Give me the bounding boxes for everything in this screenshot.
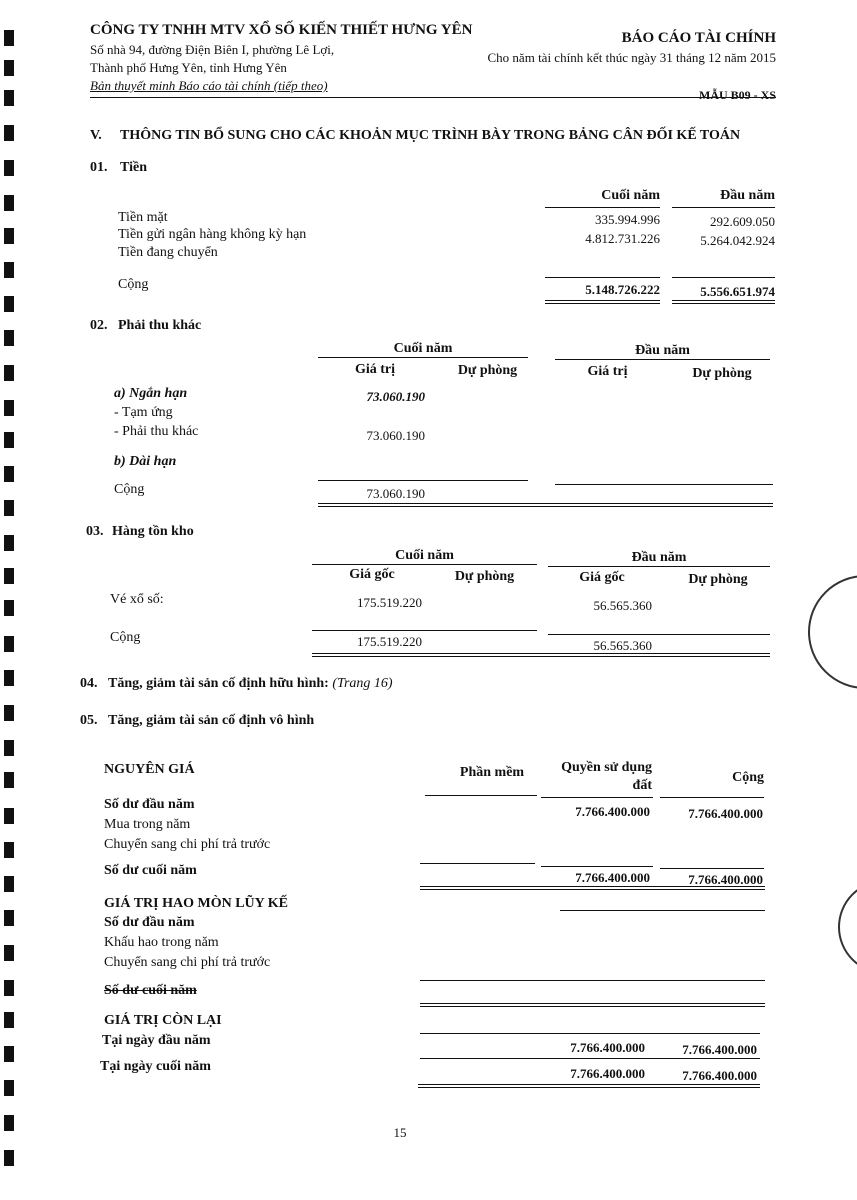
header-divider (90, 97, 776, 98)
s05-col-software-line (425, 795, 537, 796)
s03-col-provision-begin: Dự phòng (688, 572, 748, 587)
s05-col-land: Quyền sử dụng (561, 760, 652, 775)
s04-title: Tăng, giảm tài sản cố định hữu hình: (108, 676, 329, 691)
document-subtitle: Bản thuyết minh Báo cáo tài chính (tiếp theo) (90, 78, 328, 93)
s05-cost-open: Số dư đầu năm (104, 797, 195, 812)
s02-total-double-underline (318, 503, 773, 507)
s02-long-term: b) Dài hạn (114, 454, 177, 469)
s03-row-label: Vé xổ số: (110, 592, 164, 607)
s02-number: 02. (90, 318, 108, 333)
s05-dep-heading: GIÁ TRỊ HAO MÒN LŨY KẾ (104, 896, 288, 911)
s01-row-cash-end: 335.994.996 (595, 212, 660, 227)
report-period: Cho năm tài chính kết thúc ngày 31 tháng 12 năm 2015 (487, 50, 776, 65)
s05-cost-close-topline-3 (660, 868, 764, 869)
s03-group-end-line (312, 564, 537, 565)
s02-col-provision-end: Dự phòng (457, 363, 518, 378)
s05-dep-transfer: Chuyển sang chi phí trả trước (104, 955, 271, 970)
s02-col-value-end: Giá trị (354, 362, 396, 377)
s01-col-end-underline (545, 207, 660, 208)
s05-col-software: Phần mềm (459, 765, 525, 780)
s05-cost-transfer: Chuyển sang chi phí trả trước (104, 837, 271, 852)
s05-nbv-close: Tại ngày cuối năm (100, 1059, 211, 1074)
s05-nbv-open-underline (420, 1058, 760, 1059)
s02-short-term: a) Ngắn hạn (114, 386, 188, 401)
s01-row-bank: Tiền gửi ngân hàng không kỳ hạn (118, 227, 307, 242)
s03-col-provision-end: Dự phòng (454, 569, 515, 584)
s01-total-double-underline-end (545, 300, 660, 304)
s05-nbv-topline (420, 1033, 760, 1034)
s02-col-provision-begin: Dự phòng (692, 366, 752, 381)
section-number: V. (90, 128, 102, 143)
s05-col-land-2: đất (632, 778, 652, 793)
company-name: CÔNG TY TNHH MTV XỔ SỐ KIẾN THIẾT HƯNG YÊN (90, 22, 473, 38)
s01-total-topline-end (545, 277, 660, 278)
s03-number: 03. (86, 524, 104, 539)
s05-col-total: Cộng (732, 770, 764, 785)
s03-total-topline-end (312, 630, 537, 631)
s05-cost-heading: NGUYÊN GIÁ (104, 762, 195, 777)
report-title: BÁO CÁO TÀI CHÍNH (621, 30, 776, 46)
s03-total-begin: 56.565.360 (593, 638, 652, 653)
form-code: MẪU B09 - XS (699, 88, 776, 102)
s05-nbv-open-total: 7.766.400.000 (682, 1042, 757, 1057)
s03-total-label: Cộng (110, 630, 141, 645)
s01-row-transit: Tiền đang chuyển (118, 245, 218, 260)
s02-other: - Phải thu khác (114, 424, 199, 439)
s04-number: 04. (80, 676, 98, 691)
s01-total-label: Cộng (118, 277, 149, 292)
s02-group-begin-line (555, 359, 770, 360)
s03-col-cost-begin: Giá gốc (579, 570, 625, 585)
s01-row-bank-end: 4.812.731.226 (585, 231, 660, 246)
s05-nbv-close-total: 7.766.400.000 (682, 1068, 757, 1083)
s05-cost-open-total: 7.766.400.000 (688, 806, 763, 821)
s03-total-double-underline (312, 653, 770, 657)
s02-group-end-line (318, 357, 528, 358)
s01-total-double-underline-begin (672, 300, 775, 304)
s05-dep-year: Khấu hao trong năm (104, 935, 219, 950)
s05-dep-close-double-underline (420, 1003, 765, 1007)
s02-short-term-value: 73.060.190 (366, 389, 425, 404)
s05-nbv-open: Tại ngày đầu năm (102, 1033, 211, 1048)
s01-col-begin-underline (672, 207, 775, 208)
s05-dep-heading-line (560, 910, 765, 911)
s04-ref: (Trang 16) (332, 676, 393, 691)
s02-col-value-begin: Giá trị (587, 364, 628, 379)
company-seal-stamp (808, 575, 857, 689)
s05-nbv-close-double-underline (418, 1084, 760, 1088)
s01-total-topline-begin (672, 277, 775, 278)
s05-cost-open-land: 7.766.400.000 (575, 804, 650, 819)
s05-nbv-heading: GIÁ TRỊ CÒN LẠI (104, 1013, 222, 1028)
s05-col-land-line (541, 797, 653, 798)
s01-title: Tiền (120, 160, 147, 175)
s01-row-cash: Tiền mặt (118, 210, 168, 225)
s03-title: Hàng tồn kho (112, 524, 194, 539)
binder-holes (4, 0, 18, 1200)
s05-cost-close-land: 7.766.400.000 (575, 870, 650, 885)
s05-cost-buy: Mua trong năm (104, 817, 191, 832)
section-title: THÔNG TIN BỔ SUNG CHO CÁC KHOẢN MỤC TRÌNH BÀY TRONG BẢNG CÂN ĐỐI KẾ TOÁN (120, 128, 741, 143)
s03-row-end: 175.519.220 (357, 595, 422, 610)
s05-cost-close: Số dư cuối năm (104, 863, 197, 878)
s02-total-value: 73.060.190 (366, 486, 425, 501)
s02-total-topline-begin (555, 484, 773, 485)
s05-dep-open: Số dư đầu năm (104, 915, 195, 930)
s05-col-total-line (660, 797, 764, 798)
s01-row-bank-begin: 5.264.042.924 (700, 233, 775, 248)
s05-nbv-open-land: 7.766.400.000 (570, 1040, 645, 1055)
s03-total-topline-begin (548, 634, 770, 635)
company-seal-stamp-2 (838, 880, 857, 974)
s02-total-topline-end (318, 480, 528, 481)
s05-title: Tăng, giảm tài sản cố định vô hình (108, 713, 315, 728)
s03-group-end: Cuối năm (395, 548, 454, 563)
s05-cost-close-topline-1 (420, 863, 535, 864)
s02-other-value: 73.060.190 (366, 428, 425, 443)
s05-dep-close-topline (420, 980, 765, 981)
s01-row-cash-begin: 292.609.050 (710, 214, 775, 229)
s05-dep-close: Số dư cuối năm (104, 983, 197, 998)
s05-number: 05. (80, 713, 98, 728)
s01-total-end: 5.148.726.222 (585, 282, 660, 297)
company-address-line1: Số nhà 94, đường Điện Biên I, phường Lê Lợi, (90, 42, 335, 57)
page-number: 15 (393, 1125, 407, 1140)
s02-group-begin: Đầu năm (635, 343, 690, 358)
s01-number: 01. (90, 160, 108, 175)
s02-group-end: Cuối năm (393, 341, 453, 356)
s03-col-cost-end: Giá gốc (349, 567, 395, 582)
s01-total-begin: 5.556.651.974 (700, 284, 775, 299)
s05-cost-close-topline-2 (541, 866, 653, 867)
s02-title: Phải thu khác (118, 318, 202, 333)
s03-group-begin-line (548, 566, 770, 567)
s03-total-end: 175.519.220 (357, 634, 422, 649)
s03-group-begin: Đầu năm (631, 550, 687, 565)
s01-col-end: Cuối năm (601, 188, 660, 203)
s02-advance: - Tạm ứng (114, 405, 173, 420)
s05-nbv-close-land: 7.766.400.000 (570, 1066, 645, 1081)
company-address-line2: Thành phố Hưng Yên, tỉnh Hưng Yên (90, 60, 287, 75)
s01-col-begin: Đầu năm (720, 188, 775, 203)
s03-row-begin: 56.565.360 (593, 598, 652, 613)
s05-cost-close-total: 7.766.400.000 (688, 872, 763, 887)
s02-total-label: Cộng (114, 482, 145, 497)
s05-cost-close-double-underline (420, 886, 765, 890)
